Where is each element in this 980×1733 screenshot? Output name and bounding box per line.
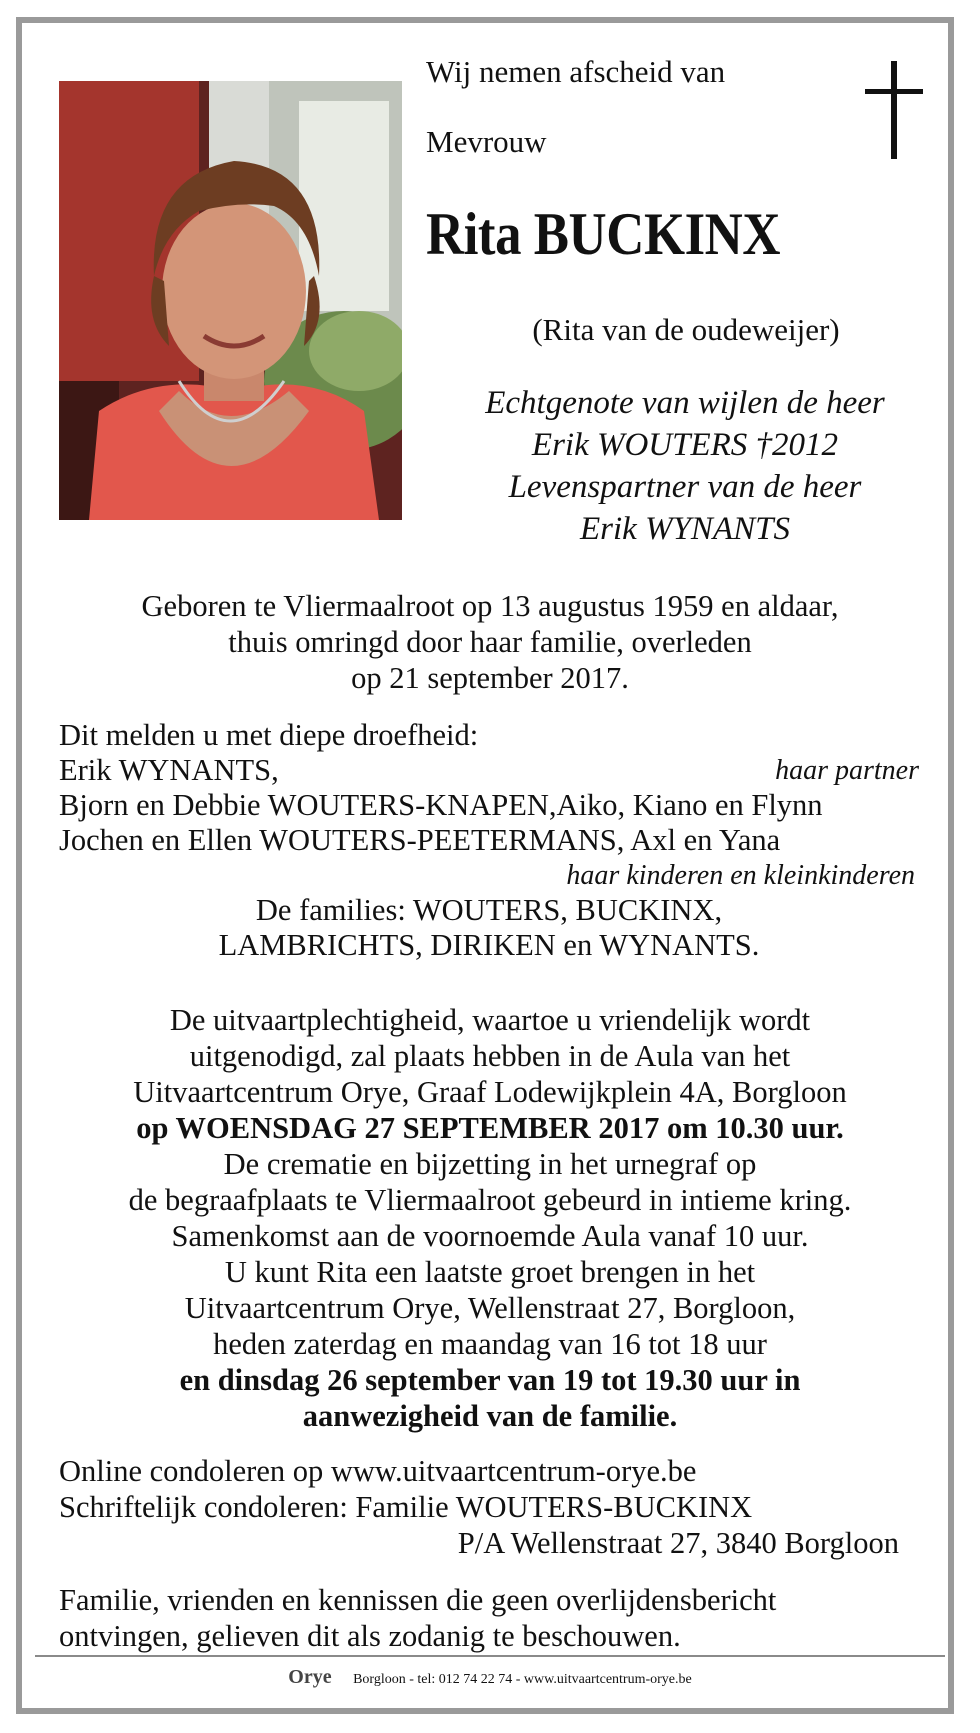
born-line: op 21 september 2017. xyxy=(351,661,629,695)
written-condolence: Schriftelijk condoleren: Familie WOUTERS-BUCKINX xyxy=(59,1490,753,1524)
birth-death-block xyxy=(40,588,940,696)
partner-row xyxy=(59,753,919,788)
intro-text: Wij nemen afscheid van xyxy=(426,54,726,89)
ceremony-line: de begraafplaats te Vliermaalroot gebeurd in intieme kring. xyxy=(128,1183,852,1217)
ceremony-line: heden zaterdag en maandag van 16 tot 18 uur xyxy=(213,1327,767,1361)
spouse-block xyxy=(420,382,950,550)
ceremony-date: op WOENSDAG 27 SEPTEMBER 2017 om 10.30 uur. xyxy=(136,1111,844,1145)
condolence-address: P/A Wellenstraat 27, 3840 Borgloon xyxy=(457,1526,899,1560)
ceremony-block xyxy=(40,1002,940,1434)
ceremony-line: Uitvaartcentrum Orye, Wellenstraat 27, Borgloon, xyxy=(184,1291,796,1325)
spouse-line: Echtgenote van wijlen de heer xyxy=(485,385,885,421)
spouse-line: Erik WOUTERS †2012 xyxy=(531,427,839,463)
partner-name: Erik WYNANTS, xyxy=(59,753,279,787)
child-line: Bjorn en Debbie WOUTERS-KNAPEN,Aiko, Kiano en Flynn xyxy=(59,788,823,822)
visitation-line: en dinsdag 26 september van 19 tot 19.30 uur in xyxy=(179,1363,801,1397)
online-condolence: Online condoleren op www.uitvaartcentrum-orye.be xyxy=(59,1454,697,1488)
nickname: (Rita van de oudeweijer) xyxy=(532,312,840,347)
deceased-name: Rita BUCKINX xyxy=(426,201,781,267)
portrait-photo xyxy=(59,81,402,520)
visitation-line: aanwezigheid van de familie. xyxy=(302,1399,678,1433)
family-note xyxy=(59,1582,939,1654)
condolence-block xyxy=(59,1453,919,1561)
ceremony-line: U kunt Rita een laatste groet brengen in het xyxy=(224,1255,756,1289)
ceremony-line: uitgenodigd, zal plaats hebben in de Aula van het xyxy=(189,1039,791,1073)
families-line: LAMBRICHTS, DIRIKEN en WYNANTS. xyxy=(218,928,760,962)
child-line: Jochen en Ellen WOUTERS-PEETERMANS, Axl en Yana xyxy=(59,823,781,857)
ceremony-line: Uitvaartcentrum Orye, Graaf Lodewijkplein 4A, Borgloon xyxy=(133,1075,847,1109)
children-role-row xyxy=(59,858,919,893)
ceremony-line: De uitvaartplechtigheid, waartoe u vriendelijk wordt xyxy=(169,1003,811,1037)
orye-logo: Orye xyxy=(288,1666,332,1688)
announce-block xyxy=(59,718,919,963)
partner-role: haar partner xyxy=(775,755,919,786)
ceremony-line: Samenkomst aan de voornoemde Aula vanaf 10 uur. xyxy=(171,1219,809,1253)
title-word: Mevrouw xyxy=(426,124,547,159)
footer-divider xyxy=(35,1655,945,1657)
spouse-line: Levenspartner van de heer xyxy=(508,469,862,505)
footer-contact: Borgloon - tel: 012 74 22 74 - www.uitvaartcentrum-orye.be xyxy=(353,1672,692,1687)
footer xyxy=(35,1666,945,1689)
announce-intro: Dit melden u met diepe droefheid: xyxy=(59,718,479,752)
born-line: Geboren te Vliermaalroot op 13 augustus 1959 en aldaar, xyxy=(141,589,839,623)
born-line: thuis omringd door haar familie, overleden xyxy=(228,625,752,659)
children-role: haar kinderen en kleinkinderen xyxy=(566,860,915,891)
family-note-line: Familie, vrienden en kennissen die geen overlijdensbericht xyxy=(59,1583,777,1617)
spouse-line: Erik WYNANTS xyxy=(580,511,790,547)
families-line: De families: WOUTERS, BUCKINX, xyxy=(255,893,723,927)
ceremony-line: De crematie en bijzetting in het urnegraf op xyxy=(223,1147,757,1181)
cross-icon xyxy=(865,61,923,159)
family-note-line: ontvingen, gelieven dit als zodanig te beschouwen. xyxy=(59,1619,681,1653)
